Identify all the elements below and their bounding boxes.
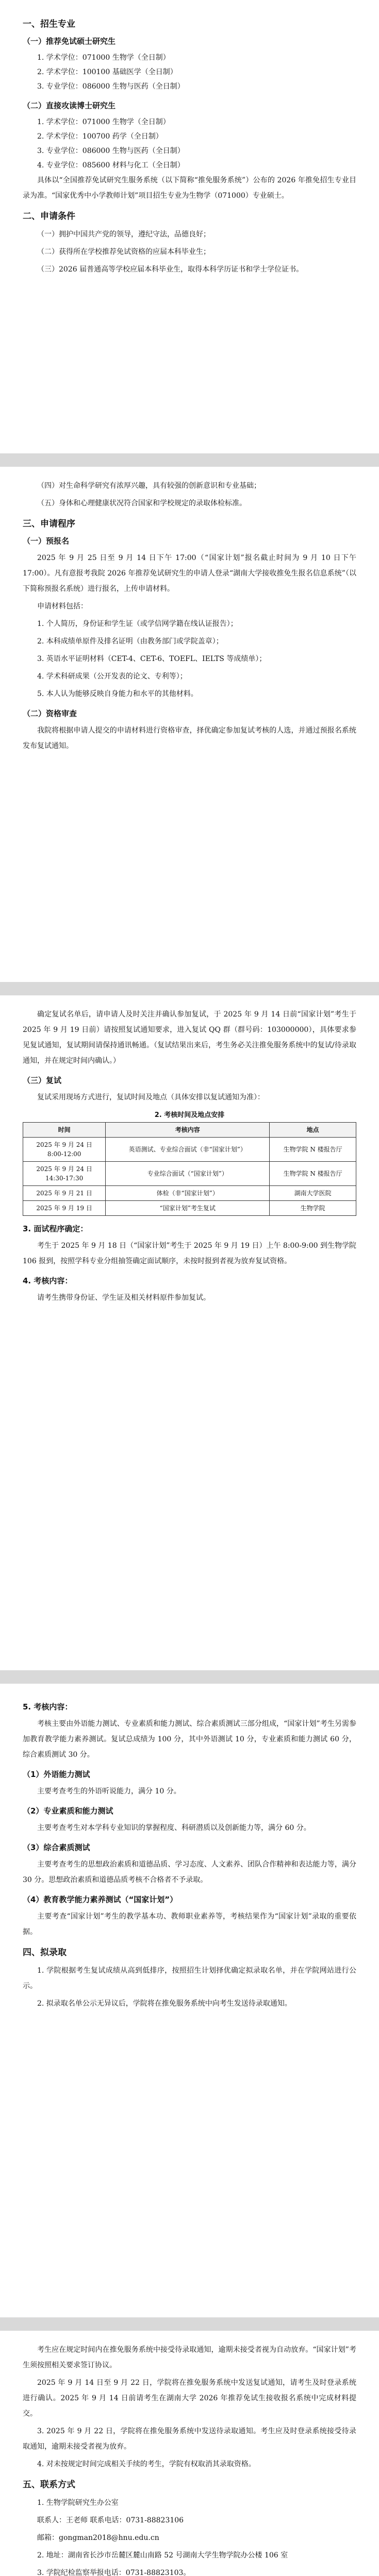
section-title: 四、拟录取 [23,1947,67,1958]
table-cell: 生物学院 [270,1201,356,1216]
list-item: （三）2026 届普通高等学校应届本科毕业生，取得本科学历证书和学士学位证书。 [37,265,304,274]
contact-line: 联系人：王老师 联系电话：0731-88823106 [37,2516,184,2524]
list-item: 3. 英语水平证明材料（CET-4、CET-6、TOEFL、IELTS 等成绩单）； [37,655,267,663]
table-cell: 英语测试、专业综合面试（非“国家计划”） [106,1138,270,1162]
subsection-title: 3. 面试程序确定： [23,1224,88,1233]
section-title: 五、联系方式 [23,2480,75,2490]
list-item: 1. 学术学位：071000 生物学（全日制） [37,118,170,126]
subsection-title: （4）教育教学能力素养测试（“国家计划”） [23,1895,178,1904]
paragraph: 具体以“全国推荐免试研究生服务系统（以下简称“推免服务系统”）公布的 2026 年推免招生专业目录为准。“国家优秀中小学教师计划”项目招生专业为生物学（071000）专业硕士。 [23,176,356,200]
section-title: 三、申请程序 [23,519,75,529]
page-4 [0,1684,379,2317]
subsection-title: （二）直接攻读博士研究生 [23,101,116,110]
paragraph: 2025 年 9 月 25 日至 9 月 14 日下午 17:00（“国家计划”报名截止时间为 9 月 10 日下午 17:00）。凡有意报考我院 2026 年推荐免试研究生的申请人登录“湖南大学接收推免生报名信息系统”（以下简称预报名系统）进行报名，上传申请材料。 [23,554,356,593]
paragraph: 主要考查考生的思想政治素质和道德品质、学习态度、人文素养、团队合作精神和表达能力等，满分 30 分。思想政治素质和道德品质考核不合格者不予录取。 [23,1860,356,1884]
contact-line: 2. 地址：湖南省长沙市岳麓区麓山南路 52 号湖南大学生物学院办公楼 106 室 [37,2551,288,2560]
paragraph: 复试采用现场方式进行，复试时间及地点（具体安排以复试通知为准）： [37,1093,265,1101]
page-3 [0,995,379,1670]
paragraph: 确定复试名单后，请申请人及时关注并确认参加复试，于 2025 年 9 月 14 日前“国家计划”考生于 2025 年 9 月 19 日前）请按照复试通知要求，进入复试 QQ 群（群号码：103000000），具体要求参见复试通知，复试期间请保持通讯畅通。（复试结果出来后，考生务必关注推免服务系统中的复试/待录取通知，并在规定时间内确认。） [23,1010,356,1065]
list-item: 1. 学术学位：071000 生物学（全日制） [37,54,170,62]
list-item: 2. 拟录取名单公示无异议后，学院将在推免服务系统中向考生发送待录取通知。 [37,1999,292,2008]
paragraph: 考生于 2025 年 9 月 18 日（“国家计划”考生于 2025 年 9 月 19 日）上午 8:00-9:00 到生物学院 106 报到，按照学科专业分组抽签确定面试顺序，未按时报到者视为放弃复试资格。 [23,1242,356,1265]
paragraph: 主要考查考生的外语听说能力，满分 10 分。 [37,1787,181,1795]
paragraph: 4. 对未按规定时间完成相关手续的考生，学院有权取消其录取资格。 [37,2460,256,2468]
subsection-title: 5. 考核内容： [23,1702,73,1711]
subsection-title: （三）复试 [23,1076,62,1085]
subsection-title: （3）综合素质测试 [23,1843,90,1852]
list-item: （二）获得所在学校推荐免试资格的应届本科毕业生； [37,248,210,256]
paragraph: 请考生携带身份证、学生证及相关材料原件参加复试。 [37,1294,210,1302]
paragraph: 3. 2025 年 9 月 22 日，学院将在推免服务系统中发送待录取通知。考生应及时登录系统接受待录取通知，逾期未接受者视为放弃。 [23,2427,356,2451]
section-title: 二、申请条件 [23,211,75,222]
list-item: 2. 学术学位：100100 基础医学（全日制） [37,68,177,76]
list-item: （一）拥护中国共产党的领导，遵纪守法，品德良好； [37,230,210,239]
table-cell: 湖南大学医院 [270,1186,356,1201]
subsection-title: 4. 考核内容： [23,1276,73,1285]
table-header: 时间 [23,1123,106,1138]
section-title: 一、招生专业 [23,19,75,29]
contact-line: 3. 学院纪检监察举报电话：0731-88823103。 [37,2569,191,2576]
page-2 [0,467,379,982]
list-item: 3. 专业学位：086000 生物与医药（全日制） [37,147,185,155]
list-item: 5. 本人认为能够反映自身能力和水平的其他材料。 [37,690,198,698]
list-item: 1. 个人简历，身份证和学生证（或学信网学籍在线认证报告）； [37,620,238,628]
subsection-title: （二）资格审查 [23,709,77,718]
paragraph: 考核主要由外语能力测试、专业素质和能力测试、综合素质测试三部分组成，“国家计划”考生另需参加教育教学能力素养测试。复试总成绩为 100 分，其中外语测试 10 分，专业素质和能力测试 60 分，综合素质测试 30 分。 [23,1720,356,1759]
contact-line: 1. 生物学院研究生办公室 [37,2499,119,2507]
paragraph: 2025 年 9 月 14 日至 9 月 22 日，学院将在推免服务系统中发送复试通知，请考生及时登录系统进行确认。2025 年 9 月 14 日前请考生在湖南大学 2026 年推荐免试生接收报名系统中完成材料提交。 [23,2379,356,2418]
table-cell: 体检（非“国家计划”） [106,1186,270,1201]
table-cell: 生物学院 N 楼报告厅 [270,1138,356,1162]
subsection-title: （一）预报名 [23,536,70,546]
table-cell: 专业综合面试（“国家计划”） [106,1162,270,1186]
subsection-title: （1）外语能力测试 [23,1770,90,1779]
paragraph: 我院将根据申请人提交的申请材料进行资格审查，择优确定参加复试考核的人选，并通过预报名系统发布复试通知。 [23,726,356,750]
list-item: 2. 本科成绩单原件及排名证明（由教务部门或学院盖章）； [37,637,223,646]
table-cell: 2025 年 9 月 19 日 [23,1201,106,1216]
subsection-title: （一）推荐免试硕士研究生 [23,37,116,46]
list-item: 2. 学术学位：100700 药学（全日制） [37,132,163,141]
table-cell: 2025 年 9 月 24 日 8:00-12:00 [23,1138,106,1162]
table-header: 地点 [270,1123,356,1138]
list-item: （四）对生命科学研究有浓厚兴趣，具有较强的创新意识和专业基础； [37,482,261,490]
paragraph: 考生应在规定时间内在推免服务系统中接受待录取通知，逾期未接受者视为自动放弃。“国家计划”考生须按照相关要求签订协议。 [23,2346,356,2369]
table-cell: 2025 年 9 月 24 日 14:30-17:30 [23,1162,106,1186]
table-row [23,1162,356,1186]
table-caption: 2. 考核时间及地点安排 [154,1111,225,1119]
list-item: 3. 专业学位：086000 生物与医药（全日制） [37,82,185,91]
table-row [23,1201,356,1216]
page-1 [0,0,379,453]
table-row [23,1186,356,1201]
list-item: （五）身体和心理健康状况符合国家和学校规定的录取体检标准。 [37,499,246,507]
table-cell: 生物学院 N 楼报告厅 [270,1162,356,1186]
email-link[interactable]: 邮箱：gongman2018@hnu.edu.cn [37,2534,159,2542]
paragraph: 主要考查考生对本学科专业知识的掌握程度、科研潜质以及创新能力等，满分 60 分。 [37,1824,311,1832]
table-row [23,1138,356,1162]
table-cell: “国家计划”考生复试 [106,1201,270,1216]
table-cell: 2025 年 9 月 21 日 [23,1186,106,1201]
paragraph: 申请材料包括： [37,602,88,611]
table-header: 考核内容 [106,1123,270,1138]
paragraph: 主要考查“国家计划”考生的教学基本功、教师职业素养等，考核结果作为“国家计划”录取的重要依据。 [23,1912,356,1936]
list-item: 1. 学院根据考生复试成绩从高到低排序，按照招生计划择优确定拟录取名单，并在学院网站进行公示。 [23,1967,356,1990]
list-item: 4. 学术科研成果（公开发表的论文、专利等）； [37,672,187,681]
list-item: 4. 专业学位：085600 材料与化工（全日制） [37,161,185,170]
schedule-table [23,1109,356,1216]
subsection-title: （2）专业素质和能力测试 [23,1806,113,1816]
page-5 [0,2331,379,2576]
table-header-row [23,1123,356,1138]
